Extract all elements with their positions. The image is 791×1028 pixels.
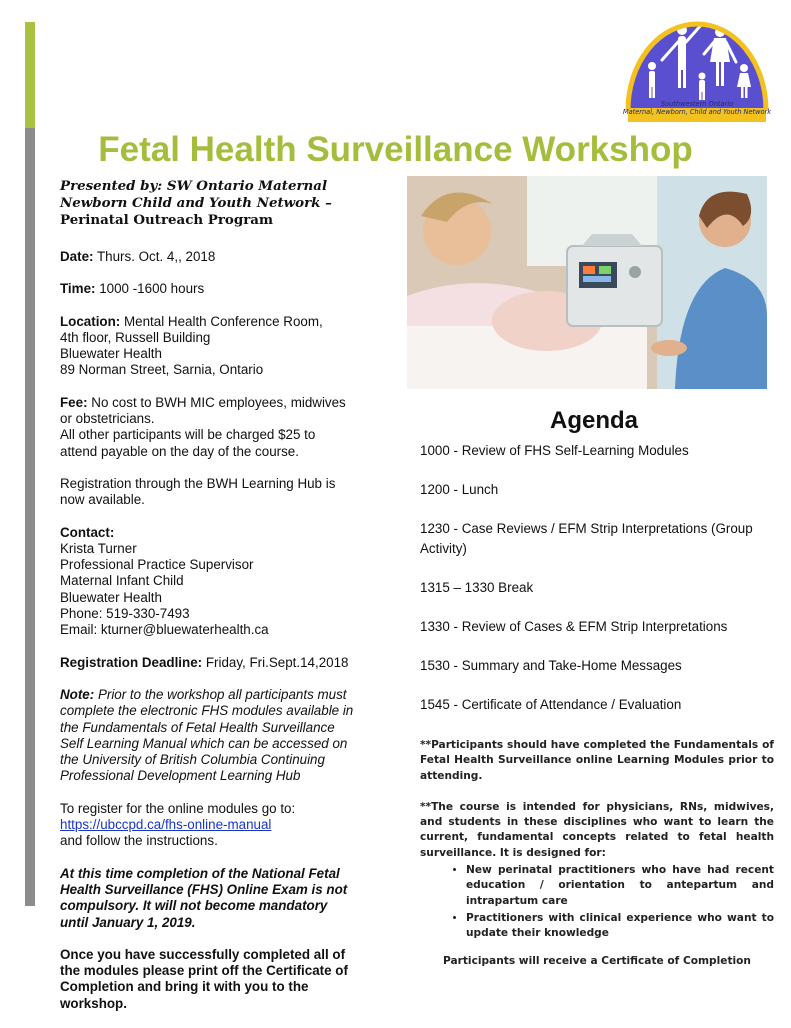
fee-line1: No cost to BWH MIC employees, midwives [87,394,346,410]
registration-block [60,476,380,509]
note-line2: complete the electronic FHS modules available in [60,703,354,719]
registration-line1: Registration through the BWH Learning Hub is [60,475,336,491]
register-online-block [60,801,380,850]
agenda-item: 1315 – 1330 Break [420,579,534,595]
audience-note: **The course is intended for physicians, RNs, midwives, and students in these disciplines who want to learn the current, fundamental concepts related to fetal health surveillance. It is designed for: [420,800,774,859]
prereq-note: **Participants should have completed the Fundamentals of Fetal Health Surveillance online Learning Modules prior to attending. [420,739,774,782]
time-label: Time: [60,281,96,297]
contact-org: Bluewater Health [60,589,162,605]
agenda-item: 1545 - Certificate of Attendance / Evaluation [420,696,682,712]
date-label: Date: [60,249,94,264]
contact-label: Contact: [60,524,115,540]
location-line4: 89 Norman Street, Sarnia, Ontario [60,362,264,378]
course-notes [420,738,774,969]
exam-block [60,866,380,931]
nurse-patient-photo [407,176,767,389]
register-online-line1: To register for the online modules go to: [60,800,296,816]
registration-line2: now available. [60,492,145,508]
location-label: Location: [60,313,121,329]
contact-name: Krista Turner [60,540,137,556]
exam-line4: until January 1, 2019. [60,914,196,930]
deadline-label: Registration Deadline: [60,654,203,670]
completion-block [60,947,380,1012]
contact-role: Professional Practice Supervisor [60,557,254,573]
deadline-value: Friday, Fri.Sept.14,2018 [202,654,349,670]
note-line1: Prior to the workshop all participants must [94,686,347,702]
date-line [60,249,380,265]
agenda-item: 1530 - Summary and Take-Home Messages [420,657,682,673]
note-label: Note: [60,686,95,702]
agenda-item: 1000 - Review of FHS Self-Learning Modules [420,443,689,458]
presented-program: Perinatal Outreach Program [60,212,274,228]
completion-line3: Completion and bring it with you to the [60,979,309,995]
presented-org-line1: SW Ontario Maternal [162,178,328,194]
contact-block [60,525,380,639]
fee-block [60,395,380,460]
exam-line3: compulsory. It will not become mandatory [60,898,328,914]
fee-line2: or obstetricians. [60,411,155,427]
audience-bullet: • New perinatal practitioners who have had recent education / orientation to antepartum and intrapartum care [466,863,774,909]
agenda-item: 1200 - Lunch [420,482,499,497]
accent-bar-grey [25,128,35,906]
details-column [60,178,380,1028]
agenda-item: 1230 - Case Reviews / EFM Strip Interpretations (Group Activity) [420,521,753,556]
note-block [60,687,380,785]
fee-label: Fee: [60,394,88,410]
location-block [60,314,380,379]
agenda-item: 1330 - Review of Cases & EFM Strip Interpretations [420,618,728,634]
accent-bar-green [25,22,35,128]
audience-list [420,863,774,941]
logo-caption [622,100,772,116]
fee-line3: All other participants will be charged $25 to [60,427,316,443]
note-line4: Self Learning Manual which can be accessed on [60,735,348,751]
contact-email: Email: kturner@bluewaterhealth.ca [60,622,269,638]
location-line1: Mental Health Conference Room, [120,313,323,329]
fee-line4: attend payable on the day of the course. [60,443,299,459]
fhs-manual-link[interactable]: https://ubccpd.ca/fhs-online-manual [60,817,272,833]
note-line5: the University of British Columbia Continuing [60,752,325,768]
agenda-title: Agenda [549,407,638,434]
note-line3: the Fundamentals of Fetal Health Surveillance [60,719,335,735]
presented-label: Presented by: [60,178,163,194]
presented-by [60,178,380,229]
time-line [60,281,380,297]
completion-line4: workshop. [60,995,127,1011]
completion-line1: Once you have successfully completed all of [60,946,346,962]
page-title: Fetal Health Surveillance Workshop [98,130,693,169]
note-line6: Professional Development Learning Hub [60,768,301,784]
certificate-note: Participants will receive a Certificate of Completion [443,954,751,967]
presented-org-line2: Newborn Child and Youth Network – [60,195,332,211]
location-line3: Bluewater Health [60,346,162,362]
time-value: 1000 -1600 hours [95,281,205,297]
completion-line2: the modules please print off the Certificate of [60,963,348,979]
logo-caption-line2: Maternal, Newborn, Child and Youth Network [622,108,772,116]
deadline-line [60,655,380,671]
contact-phone: Phone: 519-330-7493 [60,606,190,622]
contact-dept: Maternal Infant Child [60,573,184,589]
audience-bullet: • Practitioners with clinical experience who want to update their knowledge [466,911,774,942]
logo-caption-line1: Southwestern Ontario [660,100,734,108]
exam-line2: Health Surveillance (FHS) Online Exam is not [60,881,348,897]
date-value: Thurs. Oct. 4,, 2018 [93,249,216,264]
exam-line1: At this time completion of the National Fetal [60,865,340,881]
agenda-list [420,441,780,734]
location-line2: 4th floor, Russell Building [60,329,211,345]
register-online-line3: and follow the instructions. [60,833,218,849]
